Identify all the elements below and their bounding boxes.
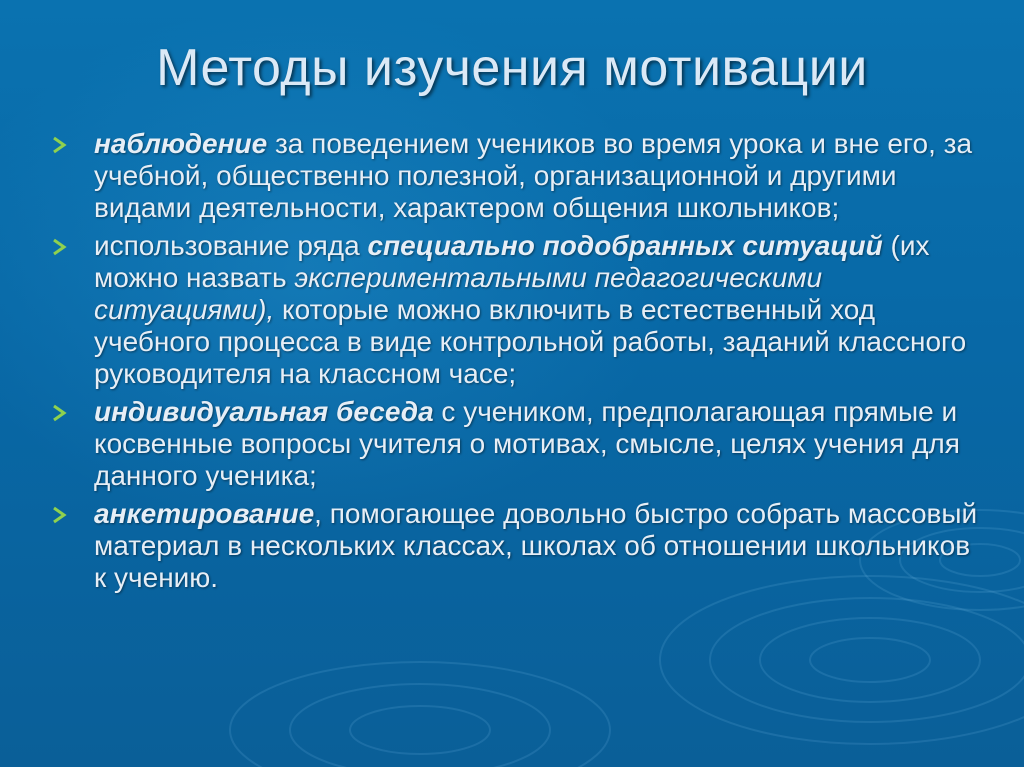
term-individual-talk: индивидуальная беседа <box>94 396 434 427</box>
slide-title: Методы изучения мотивации <box>156 39 868 97</box>
italic-experimental-situations: экспериментальными педагогическими ситуациями), <box>94 262 823 325</box>
term-questionnaire: анкетирование <box>94 498 315 529</box>
term-observation: наблюдение <box>94 128 268 159</box>
arrow-bullet-icon <box>52 404 68 422</box>
term-special-situations: специально подобранных ситуаций <box>367 230 883 261</box>
bullet-text-pre: использование ряда <box>94 230 368 261</box>
bullet-text: с учеником, предполагающая прямые и косвенные вопросы учителя о мотивах, смысле, целях учения для данного ученика; <box>94 396 960 491</box>
arrow-bullet-icon <box>52 136 68 154</box>
bullet-text: за поведением учеников во время урока и вне его, за учебной, общественно полезной, организационной и другими видами деятельности, характером общения школьников; <box>94 128 973 223</box>
bullet-item-questionnaire <box>52 498 982 594</box>
arrow-bullet-icon <box>52 238 68 256</box>
bullet-text: , помогающее довольно быстро собрать массовый материал в нескольких классах, школах об отношении школьников к учению. <box>94 498 978 593</box>
bullet-item-individual-talk <box>52 396 982 492</box>
bullet-item-observation <box>52 128 982 224</box>
arrow-bullet-icon <box>52 506 68 524</box>
bullet-item-special-situations <box>52 230 982 390</box>
bullet-text-post: которые можно включить в естественный ход учебного процесса в виде контрольной работы, заданий классного руководителя на классном часе; <box>94 294 967 389</box>
bullet-text-mid: (их можно назвать <box>94 230 930 293</box>
bullet-list <box>52 128 982 600</box>
